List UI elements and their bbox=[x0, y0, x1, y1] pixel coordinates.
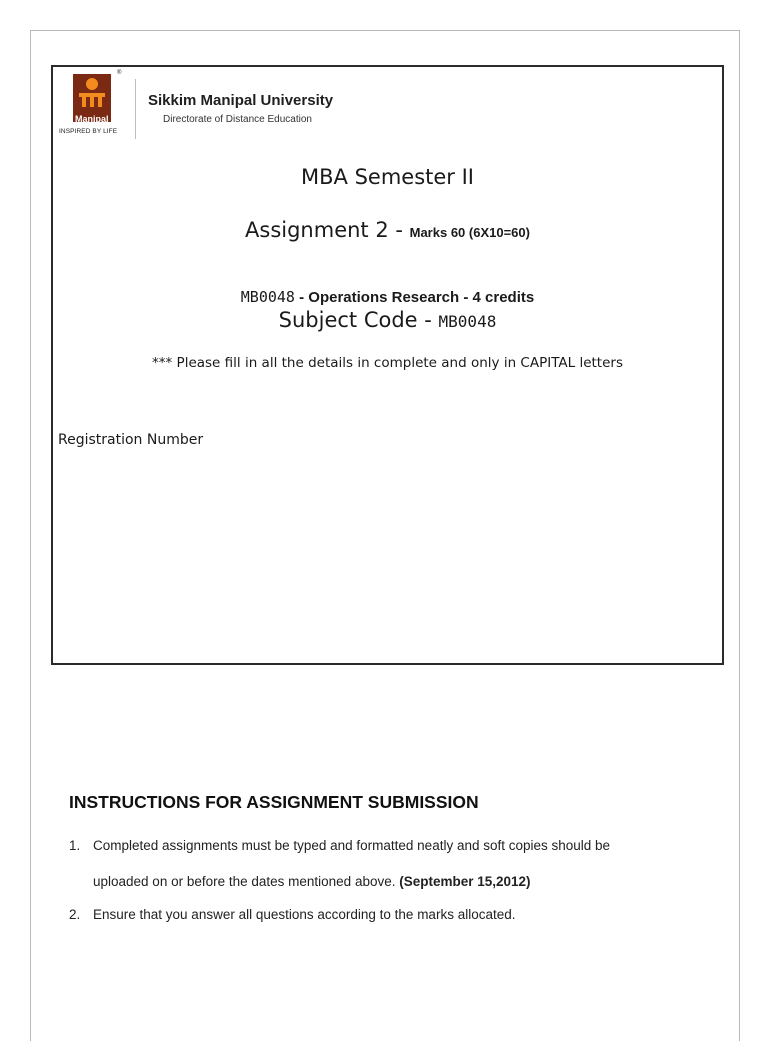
semester-title: MBA Semester II bbox=[301, 165, 474, 189]
credits-text: - 4 credits bbox=[459, 289, 535, 306]
marks-text: Marks 60 (6X10=60) bbox=[409, 225, 530, 240]
registration-number-label: Registration Number bbox=[58, 432, 204, 448]
subject-code-label: Subject Code - bbox=[278, 308, 439, 332]
submission-date: (September 15,2012) bbox=[399, 874, 531, 889]
university-department: Directorate of Distance Education bbox=[163, 114, 312, 125]
instruction-number: 2. bbox=[69, 907, 81, 922]
instruction-text-line1: Ensure that you answer all questions according to the marks allocated. bbox=[93, 907, 516, 922]
logo-tagline: INSPIRED BY LIFE bbox=[59, 128, 118, 135]
assignment-label: Assignment 2 - bbox=[245, 218, 410, 242]
subject-name: - Operations Research bbox=[294, 289, 460, 306]
subject-code-inline: MB0048 bbox=[240, 288, 295, 306]
instruction-text-line1: Completed assignments must be typed and formatted neatly and soft copies should be bbox=[93, 838, 611, 853]
logo-divider bbox=[135, 79, 136, 139]
subject-line bbox=[53, 287, 722, 306]
instruction-number: 1. bbox=[69, 838, 81, 853]
logo-brand-text: Manipal bbox=[75, 114, 109, 124]
subject-code-line bbox=[53, 308, 722, 332]
registered-mark: ® bbox=[117, 70, 122, 76]
cover-sheet bbox=[51, 65, 724, 665]
manipal-logo bbox=[59, 70, 135, 142]
instructions-heading: INSTRUCTIONS FOR ASSIGNMENT SUBMISSION bbox=[69, 792, 479, 812]
subject-code-value: MB0048 bbox=[438, 312, 497, 331]
university-name: Sikkim Manipal University bbox=[148, 92, 334, 109]
assignment-title bbox=[53, 218, 722, 242]
fill-instruction-note: *** Please fill in all the details in complete and only in CAPITAL letters bbox=[152, 355, 623, 371]
instruction-text-line2: uploaded on or before the dates mentioned above. (September 15,2012) bbox=[93, 874, 531, 889]
